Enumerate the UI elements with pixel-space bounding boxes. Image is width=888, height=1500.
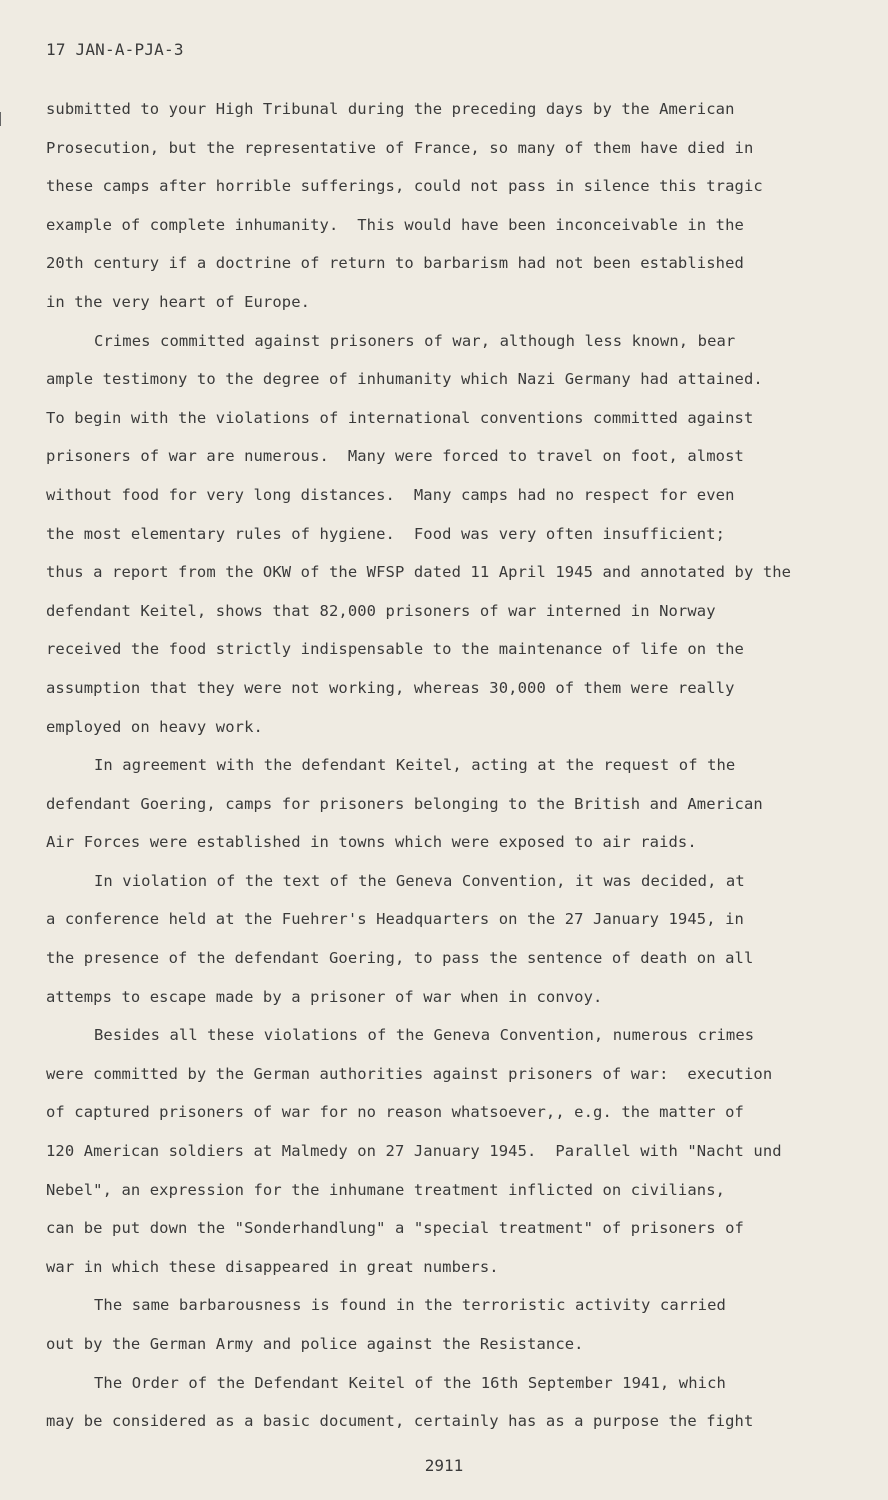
text-line: war in which these disappeared in great numbers. [46, 1257, 499, 1276]
page-number: 2911 [424, 1456, 464, 1475]
text-line: 120 American soldiers at Malmedy on 27 January 1945. Parallel with "Nacht und [46, 1142, 782, 1161]
document-reference: 17 JAN-A-PJA-3 [46, 40, 184, 59]
text-line: Besides all these violations of the Geneva Convention, numerous crimes [94, 1026, 755, 1045]
text-line: Nebel", an expression for the inhumane treatment inflicted on civilians, [46, 1180, 726, 1199]
text-line: out by the German Army and police against the Resistance. [46, 1335, 584, 1353]
text-line: attemps to escape made by a prisoner of war when in convoy. [46, 987, 603, 1006]
text-line: thus a report from the OKW of the WFSP dated 11 April 1945 and annotated by the [46, 563, 792, 582]
text-line: submitted to your High Tribunal during the preceding days by the American [46, 100, 735, 118]
text-line: these camps after horrible sufferings, could not pass in silence this tragic [46, 177, 763, 196]
text-line: were committed by the German authorities against prisoners of war: execution [46, 1064, 773, 1083]
text-line: without food for very long distances. Many camps had no respect for even [46, 485, 735, 504]
text-line: assumption that they were not working, whereas 30,000 of them were really [46, 678, 735, 697]
text-line: prisoners of war are numerous. Many were forced to travel on foot, almost [46, 447, 744, 466]
text-line: of captured prisoners of war for no reason whatsoever,, e.g. the matter of [46, 1103, 744, 1122]
margin-mark [0, 112, 5, 126]
text-line: the presence of the defendant Goering, to pass the sentence of death on all [46, 949, 754, 968]
document-body [46, 90, 836, 1441]
text-line: defendant Goering, camps for prisoners belonging to the British and American [46, 794, 763, 813]
text-line: defendant Keitel, shows that 82,000 prisoners of war interned in Norway [46, 601, 716, 620]
text-line: To begin with the violations of international conventions committed against [46, 408, 754, 427]
text-line: Crimes committed against prisoners of war, although less known, bear [94, 331, 736, 350]
text-line: The same barbarousness is found in the terroristic activity carried [94, 1296, 726, 1315]
text-line: a conference held at the Fuehrer's Headquarters on the 27 January 1945, in [46, 910, 744, 929]
text-line: in the very heart of Europe. [46, 292, 311, 311]
text-line: received the food strictly indispensable to the maintenance of life on the [46, 640, 744, 659]
text-line: In agreement with the defendant Keitel, acting at the request of the [94, 756, 736, 775]
text-line: the most elementary rules of hygiene. Food was very often insufficient; [46, 524, 726, 543]
text-line: ample testimony to the degree of inhumanity which Nazi Germany had attained. [46, 370, 763, 389]
text-line: In violation of the text of the Geneva Convention, it was decided, at [94, 871, 745, 890]
text-line: example of complete inhumanity. This would have been inconceivable in the [46, 215, 744, 234]
text-line: may be considered as a basic document, certainly has as a purpose the fight [46, 1412, 754, 1431]
text-line: 20th century if a doctrine of return to barbarism had not been established [46, 254, 744, 273]
text-line: The Order of the Defendant Keitel of the 16th September 1941, which [94, 1373, 726, 1392]
text-line: Prosecution, but the representative of France, so many of them have died in [46, 138, 754, 157]
text-line: Air Forces were established in towns which were exposed to air raids. [46, 833, 697, 852]
text-line: can be put down the "Sonderhandlung" a "special treatment" of prisoners of [46, 1219, 744, 1238]
text-line: employed on heavy work. [46, 717, 263, 736]
